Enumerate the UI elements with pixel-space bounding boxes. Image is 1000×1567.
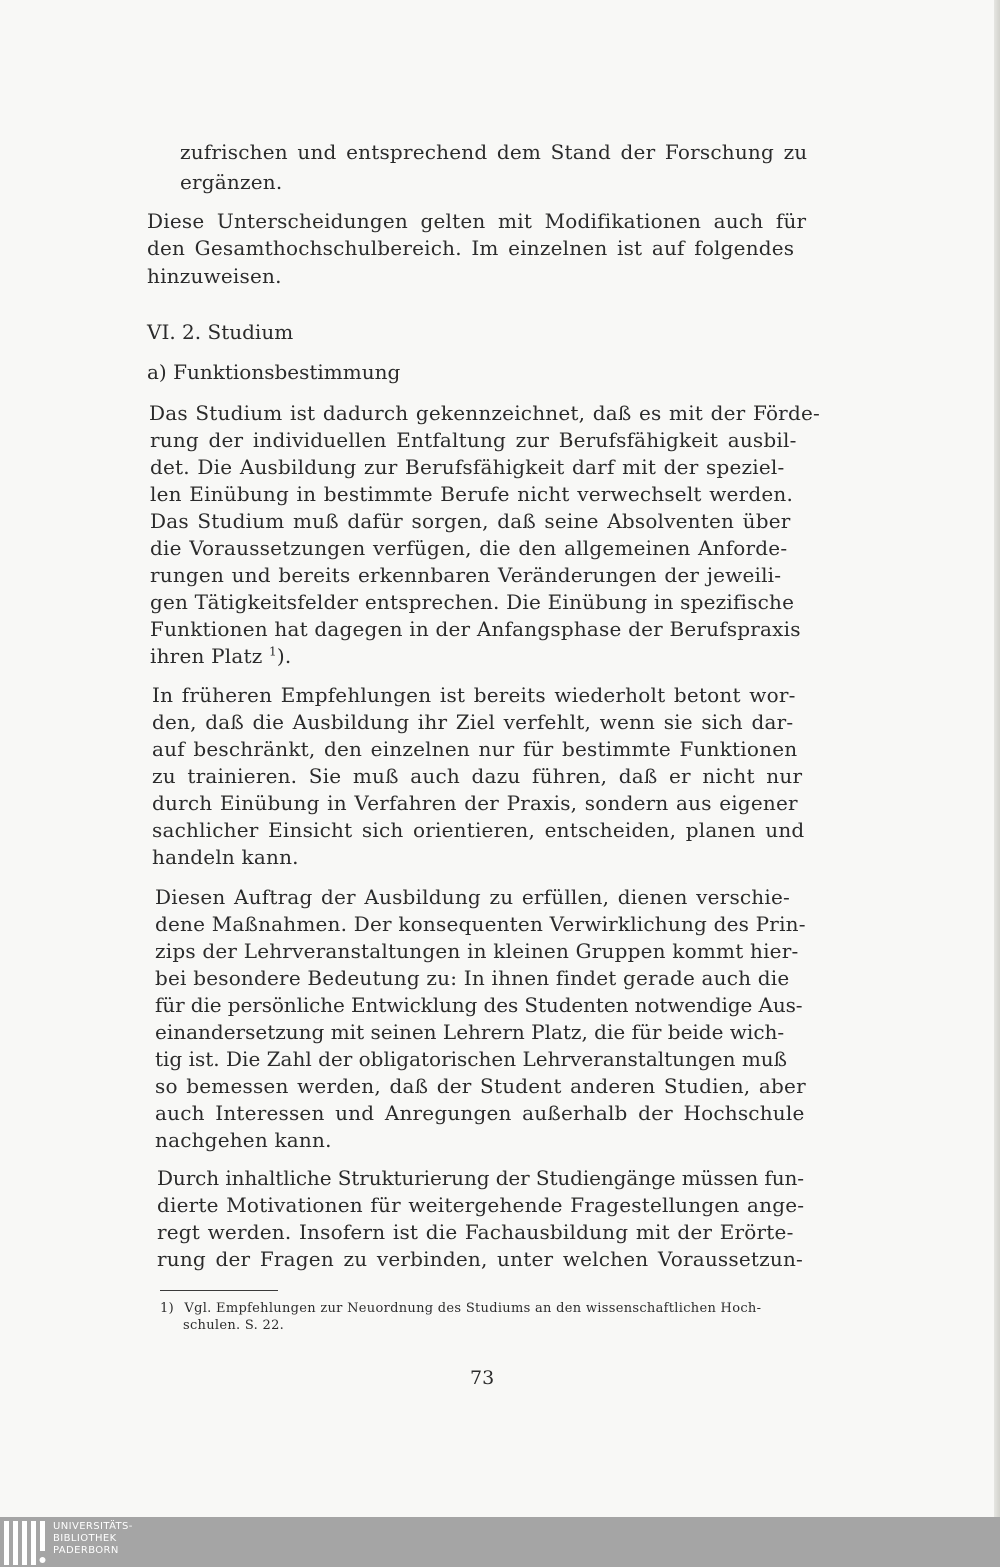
library-footer-bar — [0, 1517, 1000, 1567]
text-line: tig ist. Die Zahl der obligatorischen Lehrveranstaltungen muß — [155, 1047, 788, 1071]
footnote-reference: 1 — [269, 644, 277, 659]
footnote-text: Vgl. Empfehlungen zur Neuordnung des Studiums an den wissenschaftlichen Hoch- — [184, 1301, 762, 1316]
footnote-line — [160, 1300, 761, 1317]
text-line: In früheren Empfehlungen ist bereits wiederholt betont wor- — [152, 683, 796, 707]
footnote-marker: 1) — [160, 1301, 174, 1316]
text-line: Durch inhaltliche Strukturierung der Studiengänge müssen fun- — [157, 1166, 804, 1190]
text-line: regt werden. Insofern ist die Fachausbildung mit der Erörte- — [157, 1220, 794, 1244]
section-title: VI. 2. Studium — [147, 320, 294, 344]
text-line: den Gesamthochschulbereich. Im einzelnen ist auf folgendes — [147, 236, 795, 260]
text-line: rung der individuellen Entfaltung zur Berufsfähigkeit ausbil- — [150, 428, 797, 452]
text-line: so bemessen werden, daß der Student anderen Studien, aber — [155, 1074, 806, 1098]
text-line: zips der Lehrveranstaltungen in kleinen Gruppen kommt hier- — [155, 939, 799, 963]
text-line: auch Interessen und Anregungen außerhalb der Hochschule — [155, 1101, 805, 1125]
text-line: die Voraussetzungen verfügen, die den allgemeinen Anforde- — [150, 536, 788, 560]
text-line: bei besondere Bedeutung zu: In ihnen findet gerade auch die — [155, 966, 790, 990]
footnote-line: schulen. S. 22. — [183, 1318, 285, 1333]
text-fragment: ihren Platz — [150, 644, 263, 668]
text-line: handeln kann. — [152, 845, 299, 869]
text-line: Das Studium ist dadurch gekennzeichnet, daß es mit der Förde- — [149, 401, 820, 425]
text-line: nachgehen kann. — [155, 1128, 332, 1152]
text-line: für die persönliche Entwicklung des Studenten notwendige Aus- — [155, 993, 803, 1017]
text-line: gen Tätigkeitsfelder entsprechen. Die Einübung in spezifische — [150, 590, 795, 614]
text-line: len Einübung in bestimmte Berufe nicht verwechselt werden. — [150, 482, 794, 506]
text-line: det. Die Ausbildung zur Berufsfähigkeit darf mit der speziel- — [150, 455, 785, 479]
text-line — [150, 643, 291, 669]
text-line: den, daß die Ausbildung ihr Ziel verfehlt, wenn sie sich dar- — [152, 710, 794, 734]
text-line: einandersetzung mit seinen Lehrern Platz, die für beide wich- — [155, 1020, 785, 1044]
text-line: ergänzen. — [180, 170, 283, 194]
text-line: hinzuweisen. — [147, 264, 282, 288]
page-number: 73 — [470, 1367, 495, 1389]
text-fragment: ). — [276, 644, 292, 668]
text-line: auf beschränkt, den einzelnen nur für bestimmte Funktionen — [152, 737, 798, 761]
library-name-line: UNIVERSITÄTS- — [53, 1521, 133, 1532]
library-name-line: PADERBORN — [53, 1545, 119, 1556]
library-name-line: BIBLIOTHEK — [53, 1533, 117, 1544]
library-logo-icon — [4, 1521, 46, 1565]
text-line: zu trainieren. Sie muß auch dazu führen, daß er nicht nur — [152, 764, 803, 788]
text-line: dene Maßnahmen. Der konsequenten Verwirklichung des Prin- — [155, 912, 806, 936]
text-line: sachlicher Einsicht sich orientieren, entscheiden, planen und — [152, 818, 805, 842]
text-line: rungen und bereits erkennbaren Veränderungen der jeweili- — [150, 563, 782, 587]
text-line: Diesen Auftrag der Ausbildung zu erfüllen, dienen verschie- — [155, 885, 790, 909]
text-line: durch Einübung in Verfahren der Praxis, sondern aus eigener — [152, 791, 798, 815]
text-line: zufrischen und entsprechend dem Stand der Forschung zu — [180, 140, 808, 164]
footnote-rule — [160, 1290, 278, 1291]
text-line: Diese Unterscheidungen gelten mit Modifikationen auch für — [147, 209, 807, 233]
page-edge-shadow — [994, 0, 1000, 1517]
text-line: Funktionen hat dagegen in der Anfangsphase der Berufspraxis — [150, 617, 801, 641]
text-line: dierte Motivationen für weitergehende Fragestellungen ange- — [157, 1193, 805, 1217]
subsection-title: a) Funktionsbestimmung — [147, 360, 401, 384]
text-line: rung der Fragen zu verbinden, unter welchen Voraussetzun- — [157, 1247, 803, 1271]
text-line: Das Studium muß dafür sorgen, daß seine Absolventen über — [150, 509, 791, 533]
